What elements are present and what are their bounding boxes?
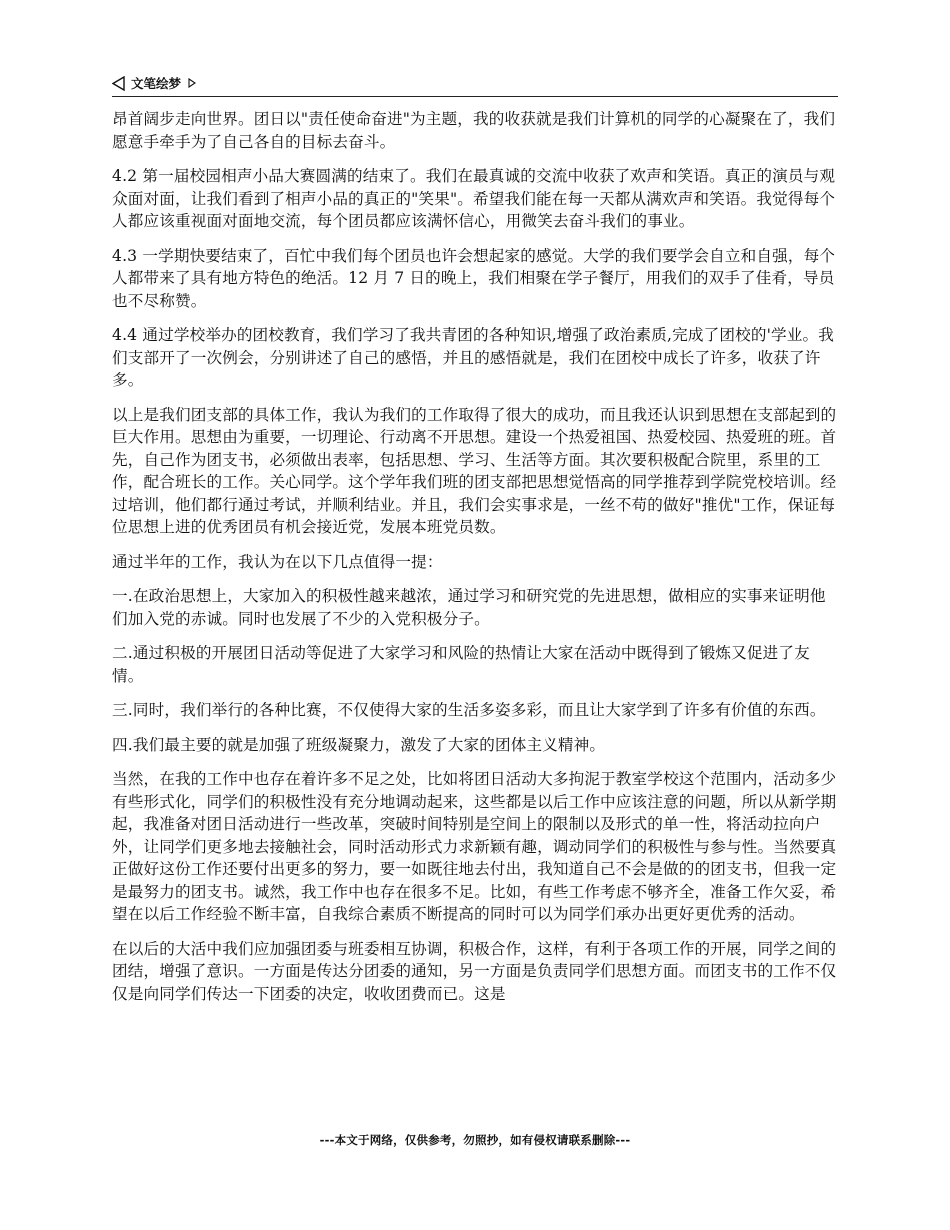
page-header [112, 72, 838, 97]
paragraph: 4.2 第一届校园相声小品大赛圆满的结束了。我们在最真诚的交流中收获了欢声和笑语。真正的演员与观众面对面，让我们看到了相声小品的真正的"笑果"。希望我们能在每一天都从满欢声和笑语。我觉得每个人都应该重视面对面地交流，每个团员都应该满怀信心，用微笑去奋斗我们的事业。 [112, 167, 836, 230]
paragraph: 以上是我们团支部的具体工作，我认为我们的工作取得了很大的成功，而且我还认识到思想在支部起到的巨大作用。思想由为重要，一切理论、行动离不开思想。建设一个热爱祖国、热爱校园、热爱班的班。首先，自己作为团支书，必须做出表率，包括思想、学习、生活等方面。其次要积极配合院里，系里的工作，配合班长的工作。关心同学。这个学年我们班的团支部把思想觉悟高的同学推荐到学院党校培训。经过培训，他们都行通过考试，并顺利结业。并且，我们会实事求是，一丝不苟的做好"推优"工作，保证每位思想上进的优秀团员有机会接近党，发展本班党员数。 [112, 405, 837, 536]
brand-text: 文笔绘梦 [131, 76, 182, 91]
paragraph: 三.同时，我们举行的各种比赛，不仅使得大家的生活多姿多彩，而且让大家学到了许多有价值的东西。 [112, 701, 826, 719]
paragraph: 当然，在我的工作中也存在着许多不足之处，比如将团日活动大多拘泥于教室学校这个范围内，活动多少有些形式化，同学们的积极性没有充分地调动起来，这些都是以后工作中应该注意的问题，所以从新学期起，我准备对团日活动进行一些改革，突破时间特别是空间上的限制以及形式的单一性，将活动拉向户外，让同学们更多地去接触社会，同时活动形式力求新颖有趣，调动同学们的积极性与参与性。当然要真正做好这份工作还要付出更多的努力，要一如既往地去付出，我知道自己不会是做的的团支书，但我一定是最努力的团支书。诚然，我工作中也存在很多不足。比如，有些工作考虑不够齐全，准备工作欠妥，希望在以后工作经验不断丰富，自我综合素质不断提高的同时可以为同学们承办出更好更优秀的活动。 [112, 770, 837, 923]
paragraph: 4.3 一学期快要结束了，百忙中我们每个团员也许会想起家的感觉。大学的我们要学会自立和自强，每个人都带来了具有地方特色的绝活。12 月 7 日的晚上，我们相聚在学子餐厅，用我们的双手了佳肴，导员也不尽称赞。 [112, 246, 836, 310]
paragraph: 二.通过积极的开展团日活动等促进了大家学习和风险的热情让大家在活动中既得到了锻炼又促进了友情。 [112, 644, 810, 685]
paragraph: 四.我们最主要的就是加强了班级凝聚力，激发了大家的团体主义精神。 [112, 735, 606, 754]
left-triangle-icon [112, 76, 125, 91]
paragraph: 一.在政治思想上，大家加入的积极性越来越浓，通过学习和研究党的先进思想，做相应的实事来证明他们加入党的赤诚。同时也发展了不少的入党积极分子。 [112, 587, 826, 628]
paragraph: 昂首阔步走向世界。团日以"责任使命奋进"为主题，我的收获就是我们计算机的同学的心凝聚在了，我们愿意手牵手为了自己各自的目标去奋斗。 [112, 110, 836, 151]
right-triangle-icon [188, 78, 196, 88]
document-body [112, 108, 838, 1017]
paragraph: 通过半年的工作，我认为在以下几点值得一提： [112, 552, 443, 571]
paragraph: 在以后的大活中我们应加强团委与班委相互协调，积极合作，这样，有利于各项工作的开展，同学之间的团结，增强了意识。一方面是传达分团委的通知，另一方面是负责同学们思想方面。而团支书的工作不仅仅是向同学们传达一下团委的决定，收收团费而已。这是 [112, 939, 837, 1003]
page-footer: ---本文于网络，仅供参考，勿照抄，如有侵权请联系删除--- [319, 1133, 631, 1147]
brand [112, 73, 196, 93]
paragraph: 4.4 通过学校举办的团校教育，我们学习了我共青团的各种知识,增强了政治素质,完成了团校的'学业。我们支部开了一次例会，分别讲述了自己的感悟，并且的感悟就是，我们在团校中成长了许多，收获了许多。 [112, 326, 834, 389]
